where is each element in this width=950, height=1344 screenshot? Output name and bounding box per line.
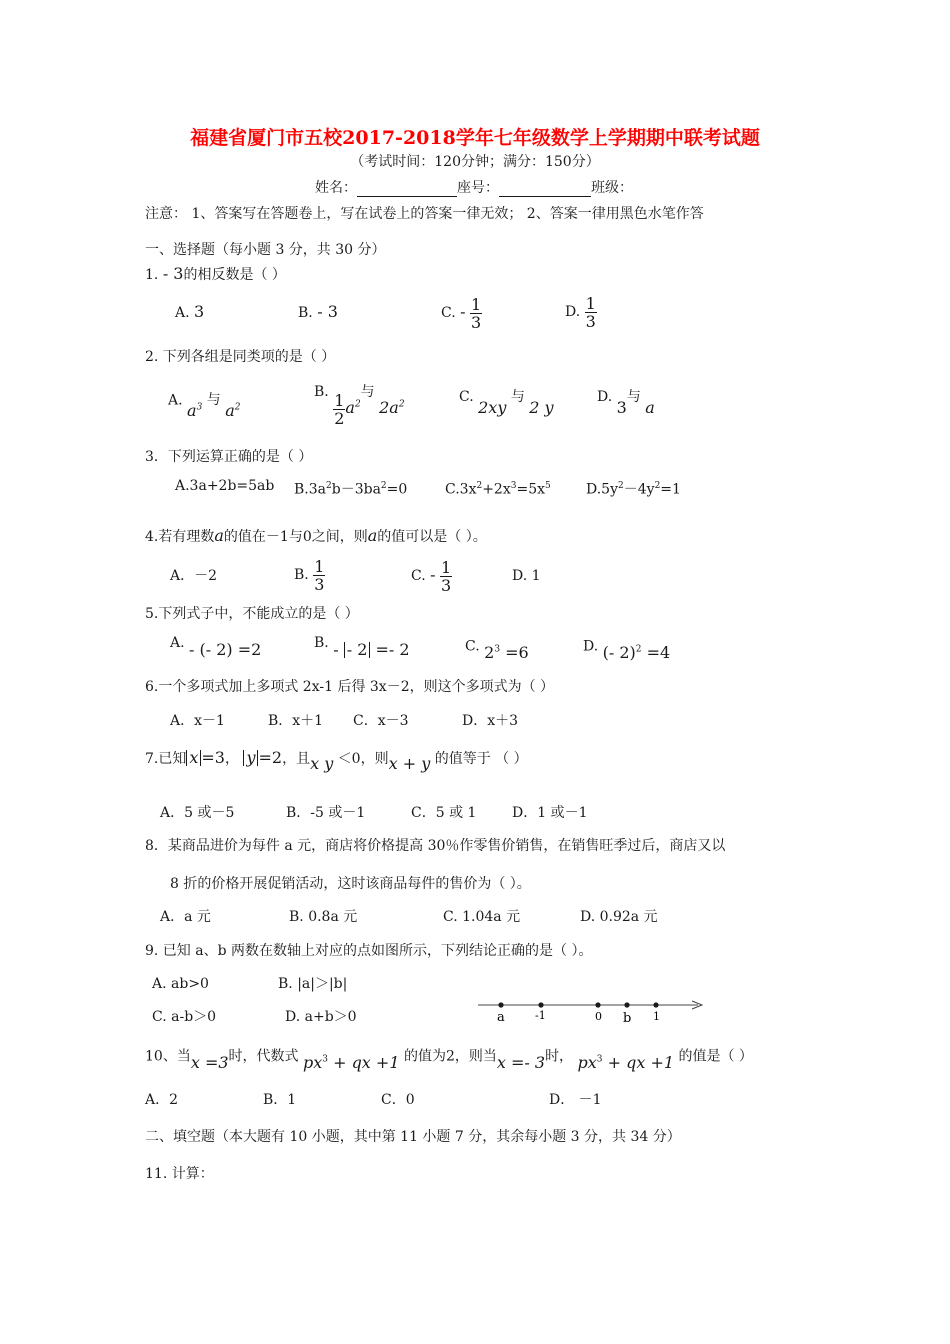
q3-option-a: A.3a+2b=5ab <box>175 478 275 494</box>
q1-number: 1. <box>145 267 163 283</box>
q10-option-a: A．2 <box>145 1092 179 1108</box>
q2-option-c: C. 2xy 与 2 y <box>459 389 554 417</box>
q6-option-a: A．x－1 <box>170 713 225 729</box>
q7-option-a: A．5 或－5 <box>160 805 235 821</box>
point-b <box>624 1002 629 1007</box>
q2-option-d: D. 3与 a <box>597 389 655 417</box>
q5-option-d: D. (- 2)$^2$ =4 <box>583 638 671 663</box>
seat-blank <box>499 182 591 197</box>
question-4: 4.若有理数a的值在－1与0之间，则a的值可以是（ ）。 <box>145 526 487 545</box>
label-b: b <box>623 1011 632 1026</box>
point-a <box>498 1002 503 1007</box>
label-one: 1 <box>653 1010 660 1023</box>
question-3: 3．下列运算正确的是（ ） <box>145 449 313 465</box>
question-9: 9. 已知 a、b 两数在数轴上对应的点如图所示，下列结论正确的是（ ）。 <box>145 943 593 959</box>
question-2: 2. 下列各组是同类项的是（ ） <box>145 349 336 365</box>
point-zero <box>595 1002 600 1007</box>
label-minus-one: -1 <box>535 1009 546 1022</box>
q1-option-b: B. - 3 <box>298 302 338 321</box>
q8-option-d: D. 0.92a 元 <box>580 909 658 925</box>
question-6: 6.一个多项式加上多项式 2x-1 后得 3x－2，则这个多项式为（ ） <box>145 679 555 695</box>
number-line-figure <box>470 995 710 1027</box>
question-5: 5.下列式子中，不能成立的是（ ） <box>145 606 359 622</box>
q2-option-b: B. $\frac{1}{2}$ $a^2$与 $2a^2$ <box>314 384 405 428</box>
q7-option-d: D．1 或－1 <box>512 805 588 821</box>
q10-option-d: D． －1 <box>549 1092 602 1108</box>
exam-info: （考试时间：120分钟；满分：150分） <box>350 154 600 170</box>
q5-option-b: B. - - 2 =- 2 <box>314 635 410 659</box>
seat-label: 座号： <box>457 180 499 196</box>
q2-option-a: A. $a^3$ 与 $a^2$ <box>168 392 241 421</box>
q4-option-b: B. $\frac{1}{3}$ <box>294 556 325 594</box>
q9-option-c: C. a-b＞0 <box>152 1009 217 1025</box>
q4-option-c: C. - $\frac{1}{3}$ <box>411 557 452 595</box>
q5-option-a: A. - (- 2) =2 <box>170 635 262 659</box>
name-blank <box>357 182 457 197</box>
question-11: 11. 计算： <box>145 1166 214 1182</box>
point-one <box>653 1002 658 1007</box>
q8-option-b: B. 0.8a 元 <box>289 909 358 925</box>
q8-option-c: C. 1.04a 元 <box>443 909 521 925</box>
q1-math: - 3 <box>162 264 184 283</box>
q9-option-d: D. a+b＞0 <box>285 1009 357 1025</box>
q1-stem: 的相反数是（ ） <box>183 267 286 283</box>
q1-option-a: A. 3 <box>175 302 205 321</box>
q10-option-b: B．1 <box>263 1092 297 1108</box>
question-8-line-1: 8．某商品进价为每件 a 元，商店将价格提高 30％作零售价销售，在销售旺季过后，商店又以 <box>145 838 726 854</box>
section-1-heading: 一、选择题（每小题 3 分，共 30 分） <box>145 242 386 258</box>
question-8-line-2: 8 折的价格开展促销活动，这时该商品每件的售价为（ ）。 <box>170 876 531 892</box>
q6-option-d: D．x＋3 <box>462 713 519 729</box>
q7-option-b: B．-5 或－1 <box>286 805 366 821</box>
q3-option-d: $D.5y^2-4y^2=1$ <box>586 481 681 498</box>
question-10: 10、当x =3时，代数式 $px^3$ + qx +1 的值为2，则当x =- 3时， $px^3$ + qx +1 的值是（ ） <box>145 1048 753 1073</box>
point-minus-one <box>538 1002 543 1007</box>
label-zero: 0 <box>595 1010 602 1023</box>
section-2-heading: 二、填空题（本大题有 10 小题，其中第 11 小题 7 分，其余每小题 3 分，共 34 分） <box>145 1129 681 1145</box>
q6-option-b: B．x＋1 <box>268 713 324 729</box>
q3-option-b: $B.3a^2b-3ba^2=0$ <box>294 481 408 498</box>
q9-option-b: B. |a|＞|b| <box>278 976 348 992</box>
q1-option-c: C. - $\frac{1}{3}$ <box>441 294 482 332</box>
student-info-row <box>315 179 633 197</box>
q10-option-c: C．0 <box>381 1092 415 1108</box>
q4-option-a: A．－2 <box>170 568 218 584</box>
label-a: a <box>497 1010 505 1025</box>
q7-option-c: C．5 或 1 <box>411 805 477 821</box>
question-1 <box>145 265 286 284</box>
notice: 注意： 1、答案写在答题卷上，写在试卷上的答案一律无效； 2、答案一律用黑色水笔作答 <box>145 206 704 222</box>
q6-option-c: C．x－3 <box>353 713 409 729</box>
q5-option-c: C. $2^3 =6$ <box>465 638 529 663</box>
q3-option-c: $C.3x^2+2x^3=5x^5$ <box>445 481 551 498</box>
class-label: 班级： <box>591 180 633 196</box>
question-7: 7.已知 x =3， y =2，且x y ＜0，则x + y 的值等于 （ ） <box>145 748 528 773</box>
page-title: 福建省厦门市五校2017-2018学年七年级数学上学期期中联考试题 <box>190 127 760 149</box>
name-label: 姓名： <box>315 180 357 196</box>
q9-option-a: A. ab>0 <box>152 976 209 992</box>
q4-option-d: D. 1 <box>512 568 541 584</box>
q1-option-d: D. $\frac{1}{3}$ <box>565 293 596 331</box>
q8-option-a: A．a 元 <box>160 909 211 925</box>
